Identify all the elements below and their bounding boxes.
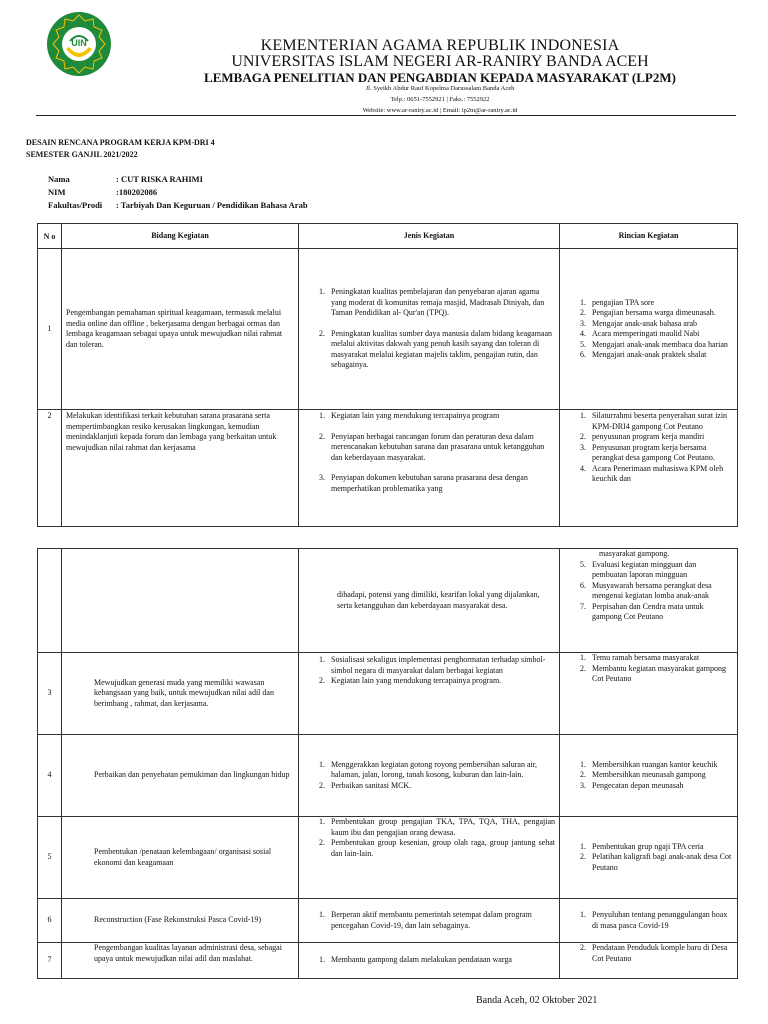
info-fakultas-value: : Tarbiyah Dan Keguruan / Pendidikan Bahasa Arab bbox=[116, 200, 308, 210]
row-jenis bbox=[299, 249, 560, 410]
row-jenis bbox=[299, 817, 560, 899]
list-item: 1. Silaturrahmi beserta penyerahan surat izin KPM-DRI4 gampong Cot Peutano bbox=[588, 411, 733, 432]
table-row bbox=[38, 249, 738, 410]
address-line: Jl. Syeikh Abdur Rauf Kopelma Darussalam Banda Aceh bbox=[365, 85, 515, 92]
row-no bbox=[38, 549, 62, 653]
list-item: 2. penyusunan program kerja mandiri bbox=[588, 432, 733, 443]
header-rincian: Rincian Kegiatan bbox=[560, 224, 738, 249]
table-row bbox=[38, 943, 738, 979]
list-item: 2. Pembentukan group kesenian, group olah raga, group jantung sehat dan lain-lain. bbox=[327, 838, 555, 859]
table-row bbox=[38, 817, 738, 899]
list-item: 3. Penyiapan dokumen kebutuhan sarana prasarana desa dengan memperhatikan problematika yang bbox=[327, 473, 555, 494]
list-item: 2. Kegiatan lain yang mendukung tercapainya program. bbox=[327, 676, 555, 687]
row-bidang: Melakukan identifikasi terkait kebutuhan sarana prasarana serta mempertimbangkan resiko kerusakan lingkungan, kemudian menindaklanjuti kepada forum dan lembaga yang berkaitan untuk mewujudkan nilai rahmat dan kerjasama bbox=[62, 410, 299, 527]
row-bidang: Pembentukan /penataan kelembagaan/ organisasi sosial ekonomi dan keagamaan bbox=[62, 817, 299, 899]
table-row bbox=[38, 899, 738, 943]
info-nama-value: : CUT RISKA RAHIMI bbox=[116, 174, 203, 184]
list-item: 2. Pelatihan kaligrafi bagi anak-anak desa Cot Peutano bbox=[588, 852, 733, 873]
ministry-name: KEMENTERIAN AGAMA REPUBLIK INDONESIA bbox=[260, 37, 620, 54]
row-bidang: Reconstruction (Fase Rekonstruksi Pasca Covid-19) bbox=[62, 899, 299, 943]
list-item: 5. Mengajari anak-anak membaca doa harian bbox=[588, 340, 733, 351]
list-item: 2. Perbaikan sanitasi MCK. bbox=[327, 781, 555, 792]
info-fakultas bbox=[48, 200, 308, 210]
list-item: 4. Acara memperingati maulid Nabi bbox=[588, 329, 733, 340]
list-item: 3. Penyusunan program kerja bersama perangkat desa gampong Cot Peutano. bbox=[588, 443, 733, 464]
signature-place-date: Banda Aceh, 02 Oktober 2021 bbox=[476, 995, 598, 1006]
list-item: 1. Sosialisasi sekaligus implementasi penghormatan terhadap simbol-simbol negara di masyarakat dalam berbagai kegiatan bbox=[327, 655, 555, 676]
program-table-page1 bbox=[37, 223, 738, 527]
row-rincian bbox=[560, 943, 738, 979]
rincian-continued: masyarakat gampong. bbox=[599, 549, 670, 558]
info-fakultas-label: Fakultas/Prodi bbox=[48, 200, 103, 210]
list-item: 7. Perpisahan dan Cendra mata untuk gampong Cot Peutano bbox=[588, 602, 733, 623]
row-bidang: Mewujudkan generasi muda yang memiliki wawasan kebangsaan yang baik, untuk mewujudkan nilai adil dan berimbang , rahmat, dan kerjasama. bbox=[62, 653, 299, 735]
letterhead-divider bbox=[36, 115, 736, 116]
row-no: 7 bbox=[38, 943, 62, 979]
list-item: 6. Mengajari anak-anak praktek shalat bbox=[588, 350, 733, 361]
logo-text: UIN bbox=[71, 38, 87, 48]
list-item: 1. Pembentukan group pengajian TKA, TPA, TQA, THA, pengajian kaum ibu dan pengajian orang dewasa. bbox=[327, 817, 555, 838]
jenis-continued: dihadapi, potensi yang dimiliki, kearifan lokal yang dijalankan, serta ketangguhan dan keberdayaan masyarakat desa. bbox=[337, 590, 540, 610]
table-row bbox=[38, 653, 738, 735]
row-rincian bbox=[560, 817, 738, 899]
list-item: 3. Pengecatan depan meunasah bbox=[588, 781, 733, 792]
list-item: 3. Mengajar anak-anak bahasa arab bbox=[588, 319, 733, 330]
info-nim bbox=[48, 187, 157, 197]
row-no: 1 bbox=[38, 249, 62, 410]
list-item: 2. Peningkatan kualitas sumber daya manusia dalam bidang keagamaan melalui aktivitas dakwah yang penuh kasih sayang dan toleran di masyarakat melalui kegiatan majelis taklim, pengajian rutin, dan sebagainya. bbox=[327, 329, 555, 371]
phone-line: Telp.: 0651-7552921 | Faks.: 7552922 bbox=[390, 96, 490, 103]
list-item: 1. pengajian TPA sore bbox=[588, 298, 733, 309]
list-item: 2. Pendataan Penduduk komple baru di Desa Cot Peutano bbox=[588, 943, 733, 964]
doc-semester: SEMESTER GANJIL 2021/2022 bbox=[26, 150, 138, 159]
list-item: 4. Acara Penerimaan mahasiswa KPM oleh keuchik dan bbox=[588, 464, 733, 485]
row-no: 4 bbox=[38, 735, 62, 817]
list-item: 6. Musyawarah bersama perangkat desa mengenai kegiatan lomba anak-anak bbox=[588, 581, 733, 602]
row-no: 2 bbox=[38, 410, 62, 527]
row-jenis bbox=[299, 943, 560, 979]
list-item: 1. Menggerakkan kegiatan gotong royong pembersihan saluran air, halaman, jalan, lorong, tanah kosong, kuburan dan lain-lain. bbox=[327, 760, 555, 781]
list-item: 1. Peningkatan kualitas pembelajaran dan penyebaran ajaran agama yang moderat di komunitas remaja masjid, Madrasah Diniyah, dan Taman Pendidikan al- Qur'an (TPQ). bbox=[327, 287, 555, 319]
row-jenis bbox=[299, 410, 560, 527]
info-nim-label: NIM bbox=[48, 187, 66, 197]
row-no: 6 bbox=[38, 899, 62, 943]
header-bidang: Bidang Kegiatan bbox=[62, 224, 299, 249]
list-item: 5. Evaluasi kegiatan mingguan dan pembuatan laporan mingguan bbox=[588, 560, 733, 581]
list-item: 2. Membantu kegiatan masyarakat gampong Cot Peutano bbox=[588, 664, 733, 685]
website-line: Website: www.ar-raniry.ac.id | Email: lp2m@ar-raniry.ac.id bbox=[362, 108, 518, 114]
row-rincian bbox=[560, 653, 738, 735]
list-item: 1. Pembentukan grup ngaji TPA ceria bbox=[588, 842, 733, 853]
header-no: N o bbox=[38, 224, 62, 249]
university-name: UNIVERSITAS ISLAM NEGERI AR-RANIRY BANDA ACEH bbox=[231, 53, 649, 70]
list-item: 2. Membersihkan meunasah gampong bbox=[588, 770, 733, 781]
header-jenis: Jenis Kegiatan bbox=[299, 224, 560, 249]
row-jenis bbox=[299, 549, 560, 653]
list-item: 1. Penyuluhan tentang penanggulangan hoax di masa pasca Covid-19 bbox=[588, 910, 733, 931]
row-rincian bbox=[560, 549, 738, 653]
list-item: 1. Berperan aktif membantu pemerintah setempat dalam program pencegahan Covid-19, dan lain sebagainya. bbox=[327, 910, 555, 931]
row-bidang bbox=[62, 549, 299, 653]
row-jenis bbox=[299, 735, 560, 817]
list-item: 1. Membersihkan ruangan kantor keuchik bbox=[588, 760, 733, 771]
list-item: 1. Membantu gampong dalam melakukan pendataan warga bbox=[327, 955, 555, 966]
row-bidang: Pengembangan kualitas layanan administrasi desa, sebagai upaya untuk mewujudkan nilai adil dan maslahat. bbox=[62, 943, 299, 979]
info-nim-value: :180202086 bbox=[116, 187, 158, 197]
table-row-continued bbox=[38, 549, 738, 653]
row-rincian bbox=[560, 249, 738, 410]
list-item: 2. Pengajian bersama warga dimeunasah. bbox=[588, 308, 733, 319]
row-bidang: Perbaikan dan penyehatan pemukiman dan lingkungan hidup bbox=[62, 735, 299, 817]
row-no: 3 bbox=[38, 653, 62, 735]
institute-name: LEMBAGA PENELITIAN DAN PENGABDIAN KEPADA MASYARAKAT (LP2M) bbox=[204, 70, 676, 85]
list-item: 2. Penyiapan berbagai rancangan forum dan peraturan desa dalam merencanakan kebutuhan sarana dan prasarana untuk ketangguhan dan keberdayaan masyarakat. bbox=[327, 432, 555, 464]
table-row bbox=[38, 410, 738, 527]
row-no: 5 bbox=[38, 817, 62, 899]
row-rincian bbox=[560, 899, 738, 943]
list-item: 1. Kegiatan lain yang mendukung tercapainya program bbox=[327, 411, 555, 422]
row-jenis bbox=[299, 899, 560, 943]
uin-logo bbox=[46, 11, 112, 77]
row-jenis bbox=[299, 653, 560, 735]
table-header-row bbox=[38, 224, 738, 249]
row-rincian bbox=[560, 410, 738, 527]
table-row bbox=[38, 735, 738, 817]
doc-title: DESAIN RENCANA PROGRAM KERJA KPM-DRI 4 bbox=[26, 138, 215, 147]
row-rincian bbox=[560, 735, 738, 817]
program-table-page2 bbox=[37, 548, 738, 979]
info-nama bbox=[48, 174, 203, 184]
info-nama-label: Nama bbox=[48, 174, 70, 184]
list-item: 1. Temu ramah bersama masyarakat bbox=[588, 653, 733, 664]
row-bidang: Pengembangan pemahaman spiritual keagamaan, termasuk melalui media online dan offline , bekerjasama dengan berbagai ormas dan lembaga keagamaan sebagai upaya untuk mewujudkan nilai rahmat dan toleran. bbox=[62, 249, 299, 410]
